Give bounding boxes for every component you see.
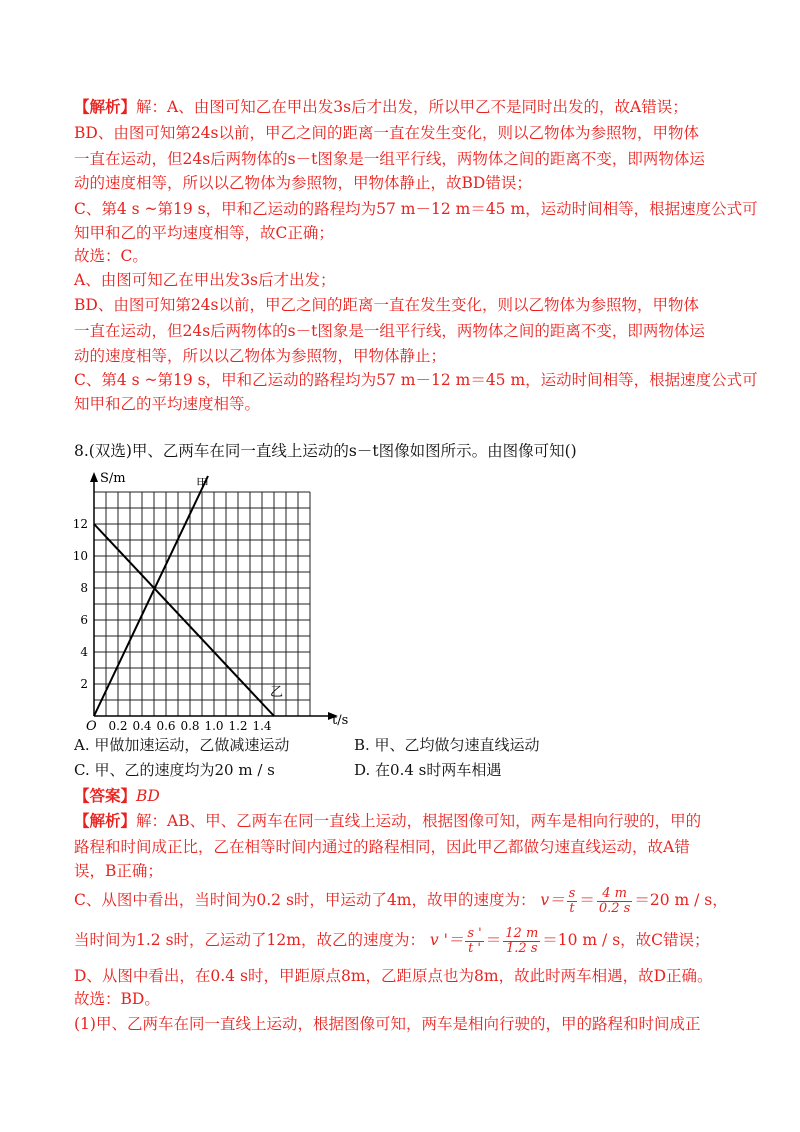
option-d[interactable]: D. 在0.4 s时两车相遇 — [354, 761, 502, 779]
c-eq2-den2: 1.2 s — [506, 940, 538, 956]
y-tick-8: 8 — [80, 581, 88, 595]
explanation-line-8: A、由图可知乙在甲出发3s后才出发； — [74, 271, 336, 289]
explanation-line-6: 知甲和乙的平均速度相等，故C正确； — [74, 224, 334, 242]
option-c[interactable]: C. 甲、乙的速度均为20 m / s — [74, 761, 275, 779]
solution-select: 故选：BD。 — [74, 990, 160, 1008]
x-tick-0.2: 0.2 — [108, 719, 128, 732]
c-eq1-rhs: ＝20 m / s， — [634, 891, 728, 909]
solution-c-line-2 — [74, 922, 734, 958]
explanation-line-10: 一直在运动，但24s后两物体的s－t图象是一组平行线，两物体之间的距离不变，即两物体运 — [74, 322, 705, 340]
explanation-line-5: C、第4 s ~第19 s，甲和乙运动的路程均为57 m－12 m＝45 m，运动时间相等，根据速度公式可 — [74, 200, 758, 218]
solution-line-2: 路程和时间成正比，乙在相等时间内通过的路程相同，因此甲乙都做匀速直线运动，故A错 — [74, 838, 690, 856]
c-eq2-mid: ＝ — [485, 931, 502, 949]
c-eq2-num2: 12 m — [505, 925, 539, 941]
c-eq1-mid: ＝ — [579, 891, 595, 909]
c-line2-text: 当时间为1.2 s时，乙运动了12m，故乙的速度为： — [74, 931, 425, 949]
answer-value: BD — [136, 787, 160, 805]
solution-line-1 — [74, 810, 734, 832]
y-tick-10: 10 — [72, 549, 88, 563]
answer-head: 【答案】 — [74, 786, 137, 805]
x-tick-1.2: 1.2 — [228, 719, 248, 732]
x-tick-0.4: 0.4 — [132, 719, 152, 732]
c-eq2-den: t ' — [468, 940, 482, 956]
x-tick-0.6: 0.6 — [156, 719, 176, 732]
y-tick-2: 2 — [80, 677, 88, 691]
c-eq2-frac1 — [465, 927, 483, 956]
explanation-text: 解：A、由图可知乙在甲出发3s后才出发，所以甲乙不是同时出发的，故A错误； — [136, 98, 688, 116]
c-eq2-lhs: v '＝ — [429, 931, 464, 949]
c-eq2-num: s ' — [467, 925, 482, 941]
explanation-head: 【解析】 — [74, 97, 137, 116]
explanation-line-4: 动的速度相等，所以以乙物体为参照物，甲物体静止，故BD错误； — [74, 174, 532, 192]
answer-line — [74, 785, 734, 807]
y-tick-4: 4 — [80, 645, 88, 659]
explanation-line-13: 知甲和乙的平均速度相等。 — [74, 395, 261, 413]
explanation-line-9: BD、由图可知第24s以前，甲乙之间的距离一直在发生变化，则以乙物体为参照物，甲物体 — [74, 296, 699, 314]
x-tick-0.8: 0.8 — [180, 719, 200, 732]
jia-label: 甲 — [196, 477, 210, 492]
c-eq1-lhs: v＝ — [540, 891, 565, 909]
c-eq1-frac1 — [567, 887, 578, 916]
y-axis-label: S/m — [100, 471, 126, 486]
c-eq1-den: t — [569, 900, 575, 916]
y-tick-labels — [73, 517, 89, 691]
c-eq1-num2: 4 m — [597, 887, 632, 902]
explanation-line-12: C、第4 s ~第19 s，甲和乙运动的路程均为57 m－12 m＝45 m，运动时间相等，根据速度公式可 — [74, 371, 758, 389]
option-a[interactable]: A. 甲做加速运动，乙做减速运动 — [74, 736, 290, 754]
explanation-line-1 — [74, 96, 734, 118]
graph-grid — [94, 492, 310, 716]
solution-summary: (1)甲、乙两车在同一直线上运动，根据图像可知，两车是相向行驶的，甲的路程和时间成正 — [74, 1015, 701, 1033]
solution-c-line-1 — [74, 882, 734, 918]
explanation-line-11: 动的速度相等，所以以乙物体为参照物，甲物体静止； — [74, 347, 447, 365]
solution-line-3: 误，B正确； — [74, 862, 163, 880]
explanation-line-7: 故选：C。 — [74, 247, 148, 265]
origin-label: O — [86, 719, 97, 732]
solution-head: 【解析】 — [74, 811, 137, 830]
c-eq1-den2: 0.2 s — [598, 900, 631, 916]
c-line1-text: C、从图中看出，当时间为0.2 s时，甲运动了4m，故甲的速度为： — [74, 891, 536, 909]
c-eq2-frac2 — [503, 927, 540, 956]
c-eq1-frac2 — [597, 887, 632, 916]
solution-p1a: 解：AB、甲、乙两车在同一直线上运动，根据图像可知，两车是相向行驶的，甲的 — [136, 812, 702, 830]
line-jia — [94, 476, 208, 716]
c-eq2-rhs: ＝10 m / s，故C错误； — [542, 931, 710, 949]
y-tick-12: 12 — [72, 517, 88, 531]
st-graph — [70, 464, 360, 732]
x-axis-label: t/s — [332, 713, 349, 728]
question-stem: 8.(双选)甲、乙两车在同一直线上运动的s－t图像如图所示。由图像可知() — [74, 442, 577, 460]
option-b[interactable]: B. 甲、乙均做匀速直线运动 — [354, 736, 540, 754]
x-tick-1.0: 1.0 — [204, 719, 224, 732]
y-tick-6: 6 — [80, 613, 88, 627]
explanation-line-3: 一直在运动，但24s后两物体的s－t图象是一组平行线，两物体之间的距离不变，即两物体运 — [74, 150, 705, 168]
x-tick-labels — [108, 719, 271, 732]
explanation-line-2: BD、由图可知第24s以前，甲乙之间的距离一直在发生变化，则以乙物体为参照物，甲物体 — [74, 124, 699, 142]
x-tick-1.4: 1.4 — [252, 719, 272, 732]
yi-label: 乙 — [270, 685, 284, 700]
solution-d-line: D、从图中看出，在0.4 s时，甲距原点8m，乙距原点也为8m，故此时两车相遇，故D正确。 — [74, 967, 713, 985]
c-eq1-num: s — [568, 885, 576, 901]
